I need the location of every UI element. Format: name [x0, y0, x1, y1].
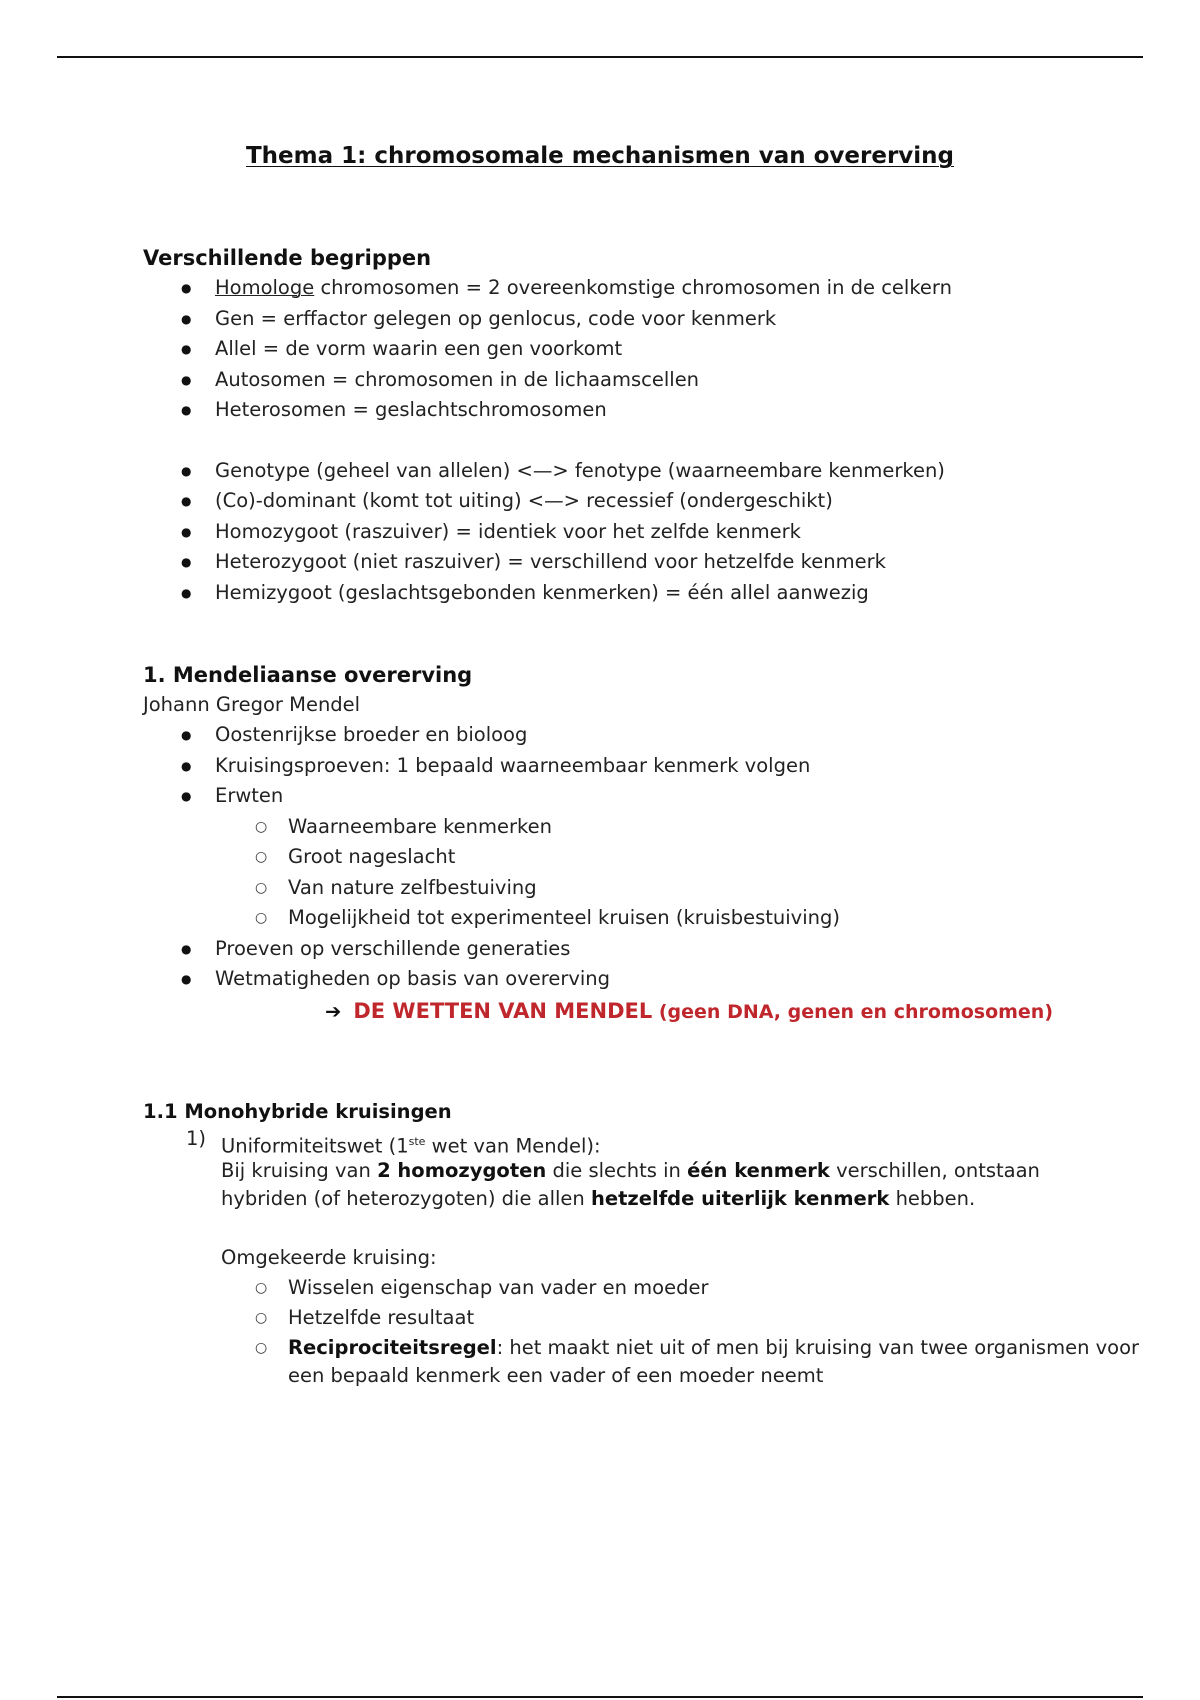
item-title: Uniformiteitswet (1ste wet van Mendel):	[221, 1134, 601, 1157]
list-item: ● Kruisingsproeven: 1 bepaald waarneembaar kenmerk volgen	[143, 751, 1143, 782]
spacer	[143, 608, 1143, 660]
bottom-rule	[57, 1696, 1143, 1698]
list-item: ● Wetmatigheden op basis van overerving	[143, 964, 1143, 995]
conclusion-main: DE WETTEN VAN MENDEL	[353, 998, 653, 1023]
begrippen-list-2	[143, 456, 1143, 609]
conclusion-note: (geen DNA, genen en chromosomen)	[652, 1000, 1054, 1023]
top-rule	[57, 56, 1143, 58]
list-item: ● Homozygoot (raszuiver) = identiek voor het zelfde kenmerk	[143, 517, 1143, 548]
arrow-right-icon: ➔	[325, 999, 342, 1023]
list-item: ● (Co)-dominant (komt tot uiting) <—> recessief (ondergeschikt)	[143, 486, 1143, 517]
document-body	[143, 243, 1143, 1390]
mendel-conclusion	[143, 995, 1143, 1027]
reverse-list	[143, 1273, 1143, 1390]
sub-list-item-reciprocity: ○ Reciprociteitsregel: het maakt niet uit of men bij kruising van twee organismen voor een bepaald kenmerk een vader of een moeder neemt	[143, 1334, 1143, 1390]
mendel-list	[143, 720, 1143, 995]
list-item: ● Gen = erffactor gelegen op genlocus, code voor kenmerk	[143, 304, 1143, 335]
spacer	[143, 1027, 1143, 1097]
list-item: ● Autosomen = chromosomen in de lichaamscellen	[143, 365, 1143, 396]
page-title: Thema 1: chromosomale mechanismen van overerving	[245, 143, 955, 169]
list-item: ● Heterosomen = geslachtschromosomen	[143, 395, 1143, 426]
numbered-item-uniformiteitswet	[143, 1127, 1143, 1273]
sub-list-item: ○ Hetzelfde resultaat	[143, 1303, 1143, 1334]
sub-list-item: ○ Mogelijkheid tot experimenteel kruisen (kruisbestuiving)	[143, 903, 1143, 934]
list-item: ● Oostenrijkse broeder en bioloog	[143, 720, 1143, 751]
heading-begrippen: Verschillende begrippen	[143, 246, 432, 270]
heading-mendel: 1. Mendeliaanse overerving	[143, 663, 473, 687]
reverse-heading: Omgekeerde kruising:	[221, 1245, 437, 1269]
list-item: ● Proeven op verschillende generaties	[143, 934, 1143, 965]
heading-monohybride: 1.1 Monohybride kruisingen	[143, 1099, 452, 1123]
sub-list-item: ○ Waarneembare kenmerken	[143, 812, 1143, 843]
sub-list-item: ○ Groot nageslacht	[143, 842, 1143, 873]
sub-list-item: ○ Van nature zelfbestuiving	[143, 873, 1143, 904]
list-item: ● Allel = de vorm waarin een gen voorkomt	[143, 334, 1143, 365]
spacer	[221, 1213, 1143, 1243]
uniformiteitswet-paragraph: Bij kruising van 2 homozygoten die slechts in één kenmerk verschillen, ontstaan hybriden (of heterozygoten) die allen hetzelfde uiterlijk kenmerk hebben.	[221, 1158, 1040, 1210]
sub-list-item: ○ Wisselen eigenschap van vader en moeder	[143, 1273, 1143, 1304]
item-number: 1)	[186, 1126, 207, 1150]
list-item: ● Heterozygoot (niet raszuiver) = verschillend voor hetzelfde kenmerk	[143, 547, 1143, 578]
list-item: ● Erwten	[143, 781, 1143, 812]
spacer	[143, 426, 1143, 456]
list-item: ● Homologe chromosomen = 2 overeenkomstige chromosomen in de celkern	[143, 273, 1143, 304]
mendel-subtitle: Johann Gregor Mendel	[143, 693, 361, 716]
list-item: ● Hemizygoot (geslachtsgebonden kenmerken) = één allel aanwezig	[143, 578, 1143, 609]
list-item: ● Genotype (geheel van allelen) <—> fenotype (waarneembare kenmerken)	[143, 456, 1143, 487]
begrippen-list-1	[143, 273, 1143, 426]
